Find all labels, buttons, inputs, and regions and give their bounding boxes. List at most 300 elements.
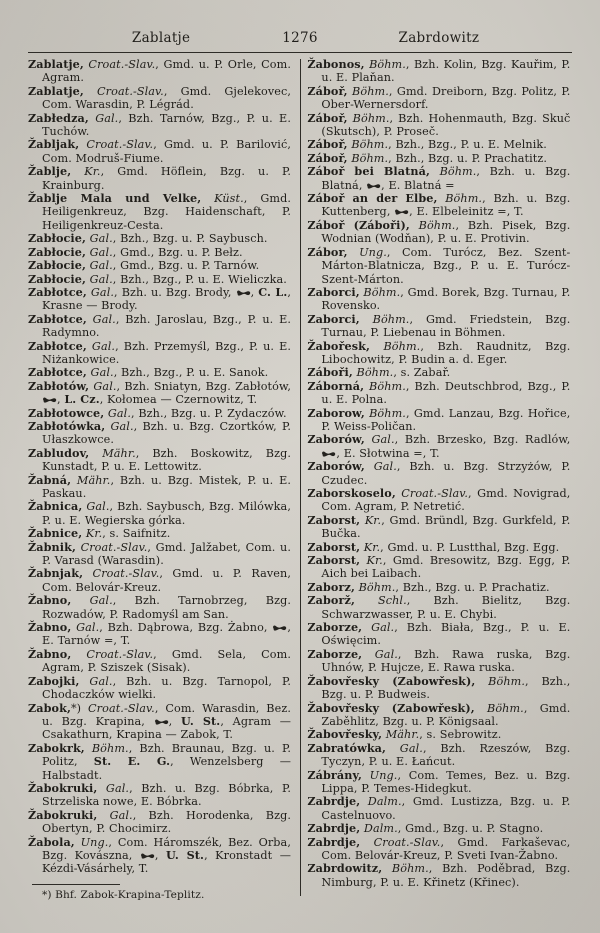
gazetteer-entry bbox=[28, 675, 291, 702]
place-name: Žabokruki, bbox=[28, 807, 98, 822]
entry-text: Gal. bbox=[105, 419, 134, 433]
gazetteer-entry bbox=[307, 742, 570, 769]
entry-text: , Gmd. u. P. Orle, Com. Agram. bbox=[42, 58, 291, 85]
page-header bbox=[0, 0, 600, 52]
place-name: Zabrdje, bbox=[307, 821, 361, 836]
right-column bbox=[307, 58, 570, 902]
entry-text: , Kołomea — Czernowitz, T. bbox=[99, 393, 258, 407]
entry-text: , Bzh. u. Bzg. Blatná, bbox=[321, 165, 571, 192]
gazetteer-entry bbox=[28, 702, 291, 742]
entry-text: , Bzh. Deutschbrod, Bzg., P. u. E. Polna. bbox=[321, 379, 571, 407]
entry-text: , Bzh. Bielitz, Bzg. Schwarzwasser, P. u. E. Chybi. bbox=[321, 594, 571, 621]
gazetteer-entry bbox=[28, 809, 291, 836]
entry-text: Gal. bbox=[89, 379, 117, 393]
entry-text: , Bzh. u. Bzg. Brody, bbox=[114, 285, 236, 299]
entry-text: , Bzh. Sniatyn, Bzg. Zabłotów, bbox=[116, 379, 291, 393]
entry-text: Gal. bbox=[86, 285, 115, 299]
entry-text: , Bzh. Tarnobrzeg, Bzg. Rozwadów, P. Radomyśl am San. bbox=[42, 594, 291, 621]
entry-text: Mähr. bbox=[71, 473, 111, 487]
entry-text: U. St. bbox=[166, 847, 205, 862]
entry-text: , Kronstadt — Kézdi-Vásárhely, T. bbox=[42, 848, 292, 876]
entry-text: Böhm. bbox=[359, 285, 401, 299]
entry-text: Croat.-Slav. bbox=[395, 487, 469, 500]
gazetteer-entry bbox=[28, 259, 291, 272]
gazetteer-entry bbox=[28, 447, 291, 474]
place-name: Žabořesk, bbox=[307, 338, 370, 353]
gazetteer-entry bbox=[307, 286, 570, 313]
entry-text: , Gmd. Sela, Com. Agram, P. Sziszek (Sisak). bbox=[42, 647, 291, 675]
place-name: Zabrdowitz, bbox=[307, 861, 383, 876]
entry-text: , bbox=[57, 393, 65, 407]
gazetteer-entry bbox=[28, 340, 291, 367]
entry-text: Böhm. bbox=[84, 741, 129, 755]
left-column bbox=[28, 58, 291, 902]
place-name: Žabnjak, bbox=[28, 566, 84, 581]
gazetteer-entry bbox=[307, 112, 570, 139]
entry-text: , Bzh. Raudnitz, Bzg. Libochowitz, P. Budin a. d. Eger. bbox=[321, 339, 571, 366]
entry-text: Gal. bbox=[362, 621, 395, 635]
entry-text: , Bzh., Bzg., P. u. E. Wieliczka. bbox=[112, 272, 287, 286]
gazetteer-entry bbox=[307, 621, 570, 648]
entry-text: Croat.-Slav. bbox=[360, 835, 441, 849]
gazetteer-entry bbox=[307, 541, 570, 554]
gazetteer-entry bbox=[28, 246, 291, 259]
place-name: Zaborž, bbox=[307, 593, 355, 608]
gazetteer-entry bbox=[28, 165, 291, 192]
entry-text: Kr. bbox=[360, 554, 383, 568]
place-name: Zabludov, bbox=[28, 445, 90, 460]
entry-text: , Bzh., Bzg., P. u. E. Sanok. bbox=[113, 366, 269, 380]
gazetteer-entry bbox=[307, 514, 570, 541]
entry-text: , Bzh. u. Bzg. Czortków, P. Ułaszkowce. bbox=[42, 419, 291, 447]
place-name: Záboř, bbox=[307, 83, 348, 98]
entry-text: , Gmd., Bzg. u. P. Bełz. bbox=[112, 245, 243, 259]
entry-text: , Bzh. u. Bzg. Strzyżów, P. Czudec. bbox=[321, 460, 571, 487]
entry-text: Gal. bbox=[364, 433, 395, 447]
entry-text: , E. Słotwina =, T. bbox=[336, 446, 440, 460]
entry-text: Böhm. bbox=[347, 138, 389, 152]
place-name: Zaborow, bbox=[307, 405, 365, 420]
entry-text: Gal. bbox=[364, 460, 397, 474]
place-name: Žabola, bbox=[28, 834, 75, 849]
entry-text: , Bzh. Saybusch, Bzg. Milówka, P. u. E. Wegierska górka. bbox=[42, 500, 291, 527]
entry-text: , Bzh. u. Bzg. Kuttenberg, bbox=[321, 192, 571, 219]
gazetteer-entry bbox=[307, 85, 570, 112]
entry-text: , s. Sebrowitz. bbox=[419, 728, 502, 742]
entry-text: Böhm. bbox=[347, 84, 389, 98]
entry-text: Croat.-Slav. bbox=[71, 647, 154, 661]
entry-text: , bbox=[250, 285, 259, 299]
place-name: Zaborst, bbox=[307, 553, 361, 568]
gazetteer-entry bbox=[307, 728, 570, 741]
entry-text: Küst. bbox=[201, 192, 244, 206]
place-name: Zaborów, bbox=[307, 432, 365, 447]
entry-text: Gal. bbox=[104, 406, 132, 420]
entry-text: Ung. bbox=[362, 768, 398, 782]
posthorn-telegraph-icon bbox=[394, 205, 409, 218]
posthorn-telegraph-icon bbox=[236, 286, 251, 299]
entry-text: , Gmd. Gjelekovec, Com. Warasdin, P. Légrád. bbox=[42, 84, 291, 112]
gazetteer-entry bbox=[28, 500, 291, 527]
place-name: Zablatje, bbox=[28, 57, 84, 71]
entry-text: , Wenzelsberg — Halbstadt. bbox=[42, 755, 291, 782]
posthorn-telegraph-icon bbox=[321, 447, 336, 460]
entry-text: , Gmd. Lustizza, Bzg. u. P. Castelnuovo. bbox=[321, 795, 571, 822]
place-name: Zabokrk, bbox=[28, 740, 85, 755]
place-name: Zabłocie, bbox=[28, 244, 86, 259]
gazetteer-entry bbox=[28, 594, 291, 621]
entry-text: , Gmd. Höflein, Bzg. u. P. Krainburg. bbox=[42, 165, 291, 192]
entry-text: , Bzh., Bzg. u. P. Budweis. bbox=[321, 674, 571, 702]
entry-text: Gal. bbox=[97, 781, 130, 795]
place-name: Záboř (Záboři), bbox=[307, 217, 410, 232]
place-name: Zabłotce, bbox=[28, 311, 87, 326]
gazetteer-entry bbox=[307, 554, 570, 581]
place-name: Žabljak, bbox=[28, 137, 80, 152]
header-keyword-left: Zablatje bbox=[131, 30, 191, 46]
place-name: Zaborz, bbox=[307, 579, 355, 594]
entry-text: St. E. G. bbox=[93, 754, 171, 769]
posthorn-telegraph-icon bbox=[154, 715, 169, 728]
entry-text: , Bzh. Przemyśl, Bzg., P. u. E. Niżankowice. bbox=[42, 339, 291, 366]
entry-text: , E. Tarnów =, T. bbox=[42, 621, 291, 648]
entry-text: , E. Elbeleinitz =, T. bbox=[409, 205, 524, 219]
entry-text: , Gmd. Bresowitz, Bzg. Egg, P. Aich bei Laibach. bbox=[321, 554, 571, 581]
gazetteer-entry bbox=[28, 648, 291, 675]
entry-text: Böhm. bbox=[359, 312, 410, 326]
gazetteer-entry bbox=[28, 273, 291, 286]
entry-text: Gal. bbox=[85, 245, 113, 259]
place-name: Zabłocie, bbox=[28, 231, 86, 246]
entry-text: , Com. Warasdin, Bez. u. Bzg. Krapina, bbox=[42, 701, 291, 728]
entry-text: , Bzh. Kolin, Bzg. Kauřim, P. u. E. Plaňan. bbox=[321, 58, 571, 85]
place-name: Zabłotce, bbox=[28, 365, 87, 380]
place-name: Žabokruki, bbox=[28, 780, 98, 795]
place-name: Záboři, bbox=[307, 365, 353, 380]
footnote-rule bbox=[32, 884, 120, 885]
place-name: Zabłotów, bbox=[28, 378, 90, 393]
entry-text: , Bzh., Bzg. u. P. Zydaczów. bbox=[131, 406, 287, 420]
entry-text: Gal. bbox=[86, 339, 116, 353]
place-name: Záboř, bbox=[307, 137, 348, 152]
gazetteer-entry bbox=[28, 474, 291, 501]
entry-text: , Gmd. Novigrad, Com. Agram, P. Netretić. bbox=[321, 487, 571, 514]
place-name: Zabratówka, bbox=[307, 740, 387, 755]
gazetteer-entry bbox=[307, 219, 570, 246]
entry-text: Gal. bbox=[88, 111, 119, 125]
entry-text: , Gmd. Bründl, Bzg. Gurkfeld, P. Bučka. bbox=[321, 513, 571, 541]
place-name: Zabojki, bbox=[28, 673, 80, 688]
entry-text: Kr. bbox=[71, 165, 101, 179]
entry-text: Croat.-Slav. bbox=[81, 701, 155, 715]
entry-text: , Bzh. Boskowitz, Bzg. Kunstadt, P. u. E. Lettowitz. bbox=[42, 446, 291, 474]
entry-text: , Bzh. Rzeszów, Bzg. Tyczyn, P. u. E. Łańcut. bbox=[321, 741, 571, 769]
entry-text: Böhm. bbox=[364, 379, 406, 393]
gazetteer-entry bbox=[307, 165, 570, 192]
gazetteer-entry bbox=[28, 286, 291, 313]
entry-text: , Bzh. Hohenmauth, Bzg. Skuč (Skutsch), P. Proseč. bbox=[321, 111, 571, 139]
entry-text: Gal. bbox=[79, 674, 113, 688]
entry-text: , Bzh. Brzesko, Bzg. Radlów, bbox=[394, 433, 571, 447]
entry-text: C. L. bbox=[258, 284, 288, 299]
gazetteer-entry bbox=[28, 192, 291, 232]
entry-text: , s. Zabař. bbox=[393, 366, 451, 380]
place-name: Záboř bei Blatná, bbox=[307, 164, 430, 179]
entry-text: L. Cz. bbox=[64, 392, 100, 407]
entry-text: Böhm. bbox=[347, 111, 390, 125]
entry-text: , Agram — Csakathurn, Krapina — Zabok, T. bbox=[42, 714, 292, 742]
gazetteer-entry bbox=[307, 487, 570, 514]
entry-text: Ung. bbox=[347, 245, 387, 259]
gazetteer-entry bbox=[307, 702, 570, 729]
entry-text: , Bzh. Braunau, Bzg. u. P. Politz, bbox=[42, 741, 291, 769]
entry-text: Ung. bbox=[74, 835, 109, 849]
page-body bbox=[0, 53, 600, 902]
entry-text: , Com. Temes, Bez. u. Bzg. Lippa, P. Temes-Hidegkut. bbox=[321, 768, 571, 795]
gazetteer-entry bbox=[307, 769, 570, 796]
gazetteer-entry bbox=[28, 527, 291, 540]
place-name: Žabno, bbox=[28, 620, 72, 635]
gazetteer-entry bbox=[28, 836, 291, 876]
place-name: Zaborskoselo, bbox=[307, 486, 396, 500]
entry-text: , Gmd. Friedstein, Bzg. Turnau, P. Liebenau in Böhmen. bbox=[321, 312, 571, 340]
entry-text: Gal. bbox=[97, 808, 133, 822]
entry-text: , E. Blatná = bbox=[381, 178, 455, 192]
gazetteer-entry bbox=[28, 85, 291, 112]
gazetteer-entry bbox=[28, 407, 291, 420]
gazetteer-entry bbox=[307, 246, 570, 286]
gazetteer-entry bbox=[28, 742, 291, 782]
gazetteer-entry bbox=[307, 822, 570, 835]
entry-text: Böhm. bbox=[364, 406, 406, 420]
entry-text: Dalm. bbox=[360, 795, 402, 809]
gazetteer-entry bbox=[307, 594, 570, 621]
entries-container-left bbox=[28, 58, 291, 876]
entry-text: , Gmd. u. P. Raven, Com. Belovár-Kreuz. bbox=[42, 567, 291, 594]
entry-text: , Bzh. Poděbrad, Bzg. Nimburg, P. u. E. Křinetz (Křinec). bbox=[321, 862, 571, 889]
gazetteer-entry bbox=[307, 675, 570, 702]
entry-text: Schl. bbox=[354, 594, 407, 608]
entry-text: , Gmd. Jalžabet, Com. u. P. Varasd (Warasdin). bbox=[42, 540, 291, 568]
place-name: Zabłedza, bbox=[28, 110, 89, 125]
entry-text: Böhm. bbox=[474, 701, 524, 715]
place-name: Žabná, bbox=[28, 472, 72, 487]
entry-text: , Bzh. u. Bzg. Mistek, P. u. E. Paskau. bbox=[42, 473, 291, 500]
entry-text: , Gmd. Zaběhlitz, Bzg. u. P. Königsaal. bbox=[321, 701, 571, 728]
entry-text: , Gmd. u. P. Barilović, Com. Modruš-Fiume. bbox=[42, 138, 291, 165]
entry-text: Gal. bbox=[86, 312, 116, 326]
posthorn-telegraph-icon bbox=[140, 849, 155, 862]
place-name: Zaborst, bbox=[307, 539, 361, 554]
place-name: Zaborze, bbox=[307, 646, 363, 661]
gazetteer-entry bbox=[28, 58, 291, 85]
entry-text: Kr. bbox=[82, 527, 103, 541]
place-name: Žablje, bbox=[28, 164, 72, 179]
entry-text: Gal. bbox=[85, 232, 113, 246]
posthorn-telegraph-icon bbox=[42, 393, 57, 406]
gazetteer-entry bbox=[307, 58, 570, 85]
place-name: Záboř, bbox=[307, 150, 348, 165]
entry-text: , Bzh. Rawa ruska, Bzg. Uhnów, P. Hujcze, E. Rawa ruska. bbox=[321, 647, 571, 675]
entry-text: , Gmd. u. P. Lustthal, Bzg. Egg. bbox=[380, 540, 560, 554]
gazetteer-entry bbox=[28, 112, 291, 139]
entry-text: Gal. bbox=[85, 272, 113, 286]
gazetteer-entry bbox=[307, 460, 570, 487]
entry-text: , Bzh. u. Bzg. Bóbrka, P. Strzeliska nowe, E. Bóbrka. bbox=[42, 781, 291, 809]
entry-text: Gal. bbox=[386, 741, 423, 755]
entry-text: U. St. bbox=[181, 713, 221, 728]
entry-text: , Gmd., Bzg. u. P. Tarnów. bbox=[112, 259, 260, 273]
gazetteer-entry bbox=[307, 581, 570, 594]
entry-text: , Com. Háromszék, Bez. Orba, Bzg. Kovászna, bbox=[42, 835, 291, 862]
place-name: Žabonos, bbox=[307, 57, 365, 71]
page-number: 1276 bbox=[282, 30, 318, 46]
place-name: Zabłotce, bbox=[28, 284, 87, 299]
place-name: Žabno, bbox=[28, 646, 72, 661]
entry-text: , Gmd. Lanzau, Bzg. Hořice, P. Weiss-Poličan. bbox=[321, 406, 571, 433]
footnote-text: *) Bhf. Zabok-Krapina-Teplitz. bbox=[42, 888, 205, 901]
gazetteer-entry bbox=[307, 366, 570, 379]
gazetteer-entry bbox=[28, 621, 291, 648]
entry-text: Böhm. bbox=[429, 165, 477, 179]
entry-text: , Bzh. u. Bzg. Tarnopol, P. Chodaczków wielki. bbox=[42, 674, 291, 702]
gazetteer-entry bbox=[28, 380, 291, 407]
gazetteer-entry bbox=[307, 648, 570, 675]
entry-text: Böhm. bbox=[354, 580, 396, 594]
place-name: Zabłocie, bbox=[28, 258, 86, 273]
place-name: Žabno, bbox=[28, 593, 72, 608]
entry-text: , s. Saifnitz. bbox=[102, 527, 171, 541]
place-name: Zaborze, bbox=[307, 620, 363, 635]
entry-text: , Bzh., Bzg. u. P. Prachatitz. bbox=[388, 151, 548, 165]
gazetteer-entry bbox=[28, 420, 291, 447]
entry-text: Kr. bbox=[360, 513, 382, 527]
place-name: Žabnik, bbox=[28, 539, 76, 554]
place-name: Žabovřesky (Zabowřesk), bbox=[307, 700, 475, 715]
place-name: Zabrdje, bbox=[307, 834, 361, 849]
gazetteer-entry bbox=[307, 313, 570, 340]
place-name: Žabovřesky (Zabowřesk), bbox=[307, 673, 476, 688]
entry-text: , Bzh., Bzg., P. u. E. Melnik. bbox=[388, 138, 547, 152]
place-name: Zabłotce, bbox=[28, 338, 87, 353]
gazetteer-entry bbox=[307, 192, 570, 219]
place-name: Zabrdje, bbox=[307, 794, 361, 809]
entry-text: Böhm. bbox=[409, 218, 456, 232]
entry-text: , Bzh., Bzg. u. P. Prachatiz. bbox=[395, 580, 550, 594]
entry-text: Böhm. bbox=[347, 151, 389, 165]
header-keyword-right: Zabrdowitz bbox=[398, 30, 480, 46]
entry-text: Mähr. bbox=[382, 728, 420, 742]
place-name: Zabłotowce, bbox=[28, 405, 105, 420]
gazetteer-entry bbox=[307, 340, 570, 367]
entry-text: Mähr. bbox=[89, 446, 136, 460]
gazetteer-entry bbox=[28, 313, 291, 340]
entry-text: Croat.-Slav. bbox=[79, 138, 154, 152]
posthorn-telegraph-icon bbox=[366, 179, 381, 192]
entry-text: Croat.-Slav. bbox=[83, 84, 164, 98]
place-name: Zabok, bbox=[28, 700, 71, 715]
entry-text: Böhm. bbox=[364, 58, 406, 71]
entry-text: , Gmd. Farkaševac, Com. Belovár-Kreuz, P. Sveti Ivan-Žabno. bbox=[321, 835, 571, 862]
entry-text: , Bzh. Jaroslau, Bzg., P. u. E. Radymno. bbox=[42, 312, 291, 340]
entry-text: Croat.-Slav. bbox=[83, 567, 160, 581]
gazetteer-entry bbox=[307, 407, 570, 434]
entry-text: , Bzh., Bzg. u. P. Saybusch. bbox=[112, 232, 268, 246]
place-name: Záboř, bbox=[307, 110, 348, 125]
entry-text: Croat.-Slav. bbox=[83, 58, 156, 71]
place-name: Zabłotówka, bbox=[28, 418, 106, 433]
place-name: Zaborci, bbox=[307, 284, 360, 299]
place-name: Žabnica, bbox=[28, 499, 83, 514]
entry-text: , Bzh. Biała, Bzg., P. u. E. Oświęcim. bbox=[321, 621, 571, 648]
gazetteer-entry bbox=[307, 380, 570, 407]
gazetteer-entry bbox=[307, 862, 570, 889]
place-name: Žabnice, bbox=[28, 526, 83, 541]
entry-text: , Gmd. Heiligenkreuz, Bzg. Haidenschaft, P. Heiligenkreuz-Cesta. bbox=[42, 192, 291, 232]
place-name: Záborná, bbox=[307, 378, 365, 393]
entry-text: Böhm. bbox=[352, 366, 394, 380]
place-name: Zábrány, bbox=[307, 767, 363, 782]
entry-text: Gal. bbox=[362, 647, 398, 661]
place-name: Zablatje, bbox=[28, 83, 84, 98]
entries-container-right bbox=[307, 58, 570, 889]
entry-text: Gal. bbox=[82, 500, 110, 514]
place-name: Žablje Mala und Velke, bbox=[28, 191, 202, 206]
posthorn-telegraph-icon bbox=[272, 621, 287, 634]
entry-text: Gal. bbox=[85, 259, 113, 273]
entry-text: , Com. Turócz, Bez. Szent-Márton-Blatnicza, Bzg., P. u. E. Turócz-Szent-Márton. bbox=[321, 245, 571, 286]
place-name: Zaborst, bbox=[307, 512, 361, 527]
gazetteer-entry bbox=[307, 795, 570, 822]
entry-text: , Gmd. Dreiborn, Bzg. Politz, P. Ober-Wernersdorf. bbox=[321, 84, 571, 112]
gazetteer-entry bbox=[307, 152, 570, 165]
column-divider bbox=[300, 59, 301, 896]
entry-text: Böhm. bbox=[437, 192, 483, 206]
entry-text: , Gmd., Bzg. u. P. Stagno. bbox=[397, 822, 544, 836]
entry-text: , Bzh. Pisek, Bzg. Wodnian (Wodňan), P. u. E. Protivin. bbox=[321, 218, 571, 246]
place-name: Zaborci, bbox=[307, 311, 360, 326]
place-name: Zábor, bbox=[307, 244, 348, 259]
place-name: Zabłocie, bbox=[28, 271, 86, 286]
gazetteer-entry bbox=[307, 836, 570, 863]
entry-text: , bbox=[168, 714, 181, 728]
entry-text: Gal. bbox=[86, 366, 114, 380]
entry-text: *) bbox=[70, 701, 82, 715]
entry-text: , Bzh. Dąbrowa, Bzg. Żabno, bbox=[99, 621, 273, 635]
entry-text: Kr. bbox=[360, 540, 381, 554]
gazetteer-entry bbox=[28, 782, 291, 809]
entry-text: Böhm. bbox=[382, 862, 429, 876]
gazetteer-entry bbox=[28, 138, 291, 165]
entry-text: Gal. bbox=[71, 594, 113, 608]
gazetteer-entry bbox=[307, 138, 570, 151]
place-name: Žabovřesky, bbox=[307, 727, 383, 742]
gazetteer-entry bbox=[28, 567, 291, 594]
entry-text: , Krasne — Brody. bbox=[42, 285, 291, 313]
entry-text: , Bzh. Horodenka, Bzg. Obertyn, P. Chocimirz. bbox=[42, 808, 291, 836]
entry-text: Böhm. bbox=[475, 674, 525, 688]
entry-text: , bbox=[154, 848, 166, 862]
entry-text: , Bzh. Tarnów, Bzg., P. u. E. Tuchów. bbox=[42, 111, 291, 139]
place-name: Záboř an der Elbe, bbox=[307, 191, 438, 206]
gazetteer-entry bbox=[307, 433, 570, 460]
entry-text: Dalm. bbox=[360, 822, 398, 836]
entry-text: , Gmd. Borek, Bzg. Turnau, P. Rovensko. bbox=[321, 285, 571, 313]
entry-text: Croat.-Slav. bbox=[75, 540, 148, 554]
gazetteer-entry bbox=[28, 232, 291, 245]
entry-text: Gal. bbox=[71, 621, 100, 635]
gazetteer-entry bbox=[28, 366, 291, 379]
